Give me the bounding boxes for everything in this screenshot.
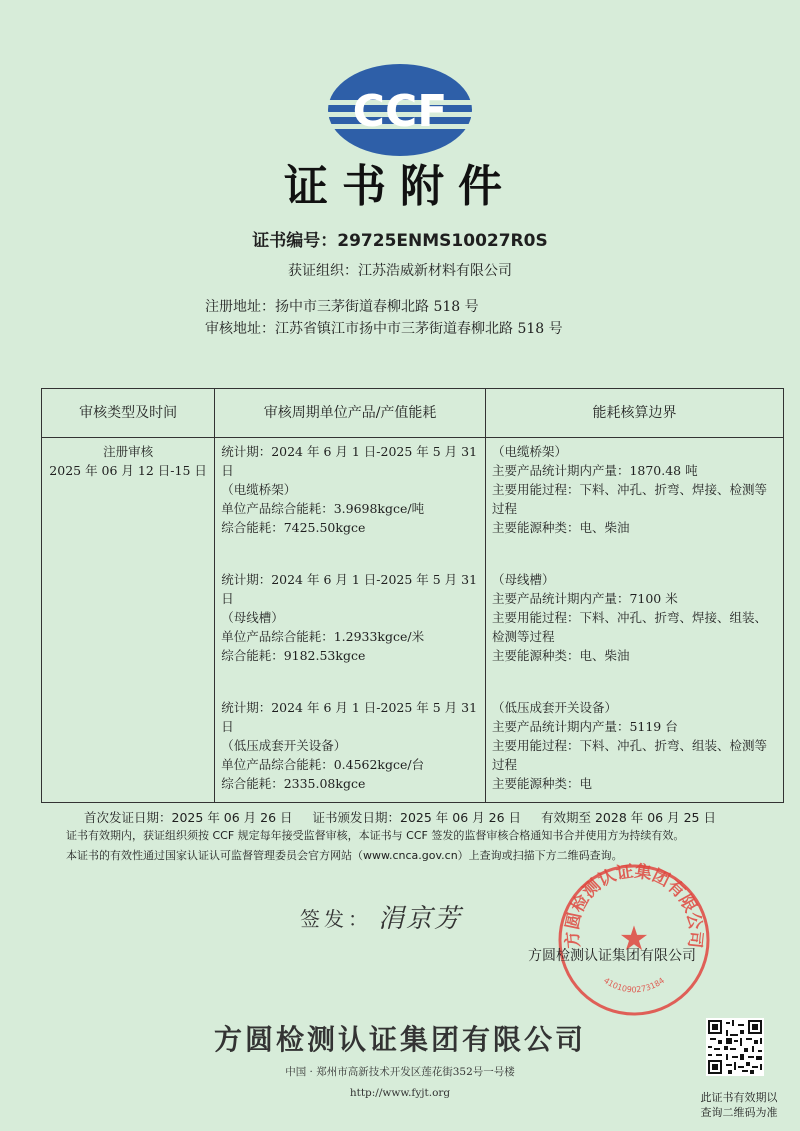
header-audit-type: 审核类型及时间 — [42, 389, 215, 438]
boundary-product: （母线槽） — [491, 572, 555, 587]
consumption-block — [221, 570, 479, 698]
sign-label: 签发： — [300, 907, 372, 931]
qr-note — [684, 1090, 794, 1120]
boundary-product: （低压成套开关设备） — [491, 700, 617, 715]
validity-note: 证书有效期内，获证组织须按 CCF 规定每年接受监督审核，本证书与 CCF 签发的监督审核合格通知书合并使用方为持续有效。 — [66, 829, 685, 842]
boundary-block — [492, 698, 777, 798]
footer-address: 中国 · 郑州市高新技术开发区莲花街352号一号楼 — [285, 1066, 515, 1078]
product-name: （低压成套开关设备） — [221, 738, 347, 753]
seal-number: 4101090273184 — [601, 975, 667, 995]
footer-company-name: 方圆检测认证集团有限公司 — [213, 1023, 586, 1056]
product-name: （电缆桥架） — [221, 482, 297, 497]
boundary-product: （电缆桥架） — [491, 444, 567, 459]
total-consumption: 综合能耗：7425.50kgce — [221, 520, 366, 535]
audit-type: 注册审核 — [103, 444, 154, 459]
footer-url: http://www.fyjt.org — [349, 1087, 451, 1099]
boundary-block — [492, 570, 777, 698]
official-seal — [556, 862, 712, 1018]
svg-text:★: ★ — [618, 919, 650, 959]
qr-code-icon — [706, 1018, 764, 1076]
consumption-block — [221, 442, 479, 570]
consumption-block — [221, 698, 479, 798]
registered-address: 注册地址：扬中市三茅街道春柳北路 518 号 — [205, 299, 479, 315]
boundary-block — [492, 442, 777, 570]
stat-period: 统计期：2024 年 6 月 1 日-2025 年 5 月 31 日 — [221, 572, 478, 606]
product-output: 主要产品统计期内产量：5119 台 — [491, 719, 678, 734]
qr-note-line: 查询二维码为准 — [700, 1106, 778, 1119]
signature: 涓京芳 — [378, 904, 463, 934]
product-output: 主要产品统计期内产量：1870.48 吨 — [491, 463, 698, 478]
certified-organization: 获证组织：江苏浩威新材料有限公司 — [288, 263, 512, 279]
product-name: （母线槽） — [221, 610, 284, 625]
energy-type: 主要能源种类：电 — [491, 776, 592, 791]
unit-consumption: 单位产品综合能耗：1.2933kgce/米 — [221, 629, 425, 644]
table-header-row — [42, 389, 784, 438]
energy-type: 主要能源种类：电、柴油 — [491, 648, 630, 663]
total-consumption: 综合能耗：2335.08kgce — [221, 776, 366, 791]
audit-table — [41, 388, 784, 803]
stat-period: 统计期：2024 年 6 月 1 日-2025 年 5 月 31 日 — [221, 700, 478, 734]
audit-date: 2025 年 06 月 12 日-15 日 — [49, 463, 207, 478]
unit-consumption: 单位产品综合能耗：0.4562kgce/台 — [221, 757, 425, 772]
issue-date: 证书颁发日期：2025 年 06 月 26 日 — [312, 810, 522, 825]
energy-type: 主要能源种类：电、柴油 — [491, 520, 630, 535]
energy-process: 主要用能过程：下料、冲孔、折弯、组装、检测等过程 — [491, 738, 767, 772]
table-body-row — [42, 438, 784, 803]
certificate-number: 证书编号：29725ENMS10027R0S — [252, 231, 548, 251]
ccf-logo — [325, 60, 475, 160]
energy-process: 主要用能过程：下料、冲孔、折弯、焊接、组装、检测等过程 — [491, 610, 767, 644]
product-output: 主要产品统计期内产量：7100 米 — [491, 591, 678, 606]
total-consumption: 综合能耗：9182.53kgce — [221, 648, 366, 663]
issuer-name: 方圆检测认证集团有限公司 — [528, 948, 696, 964]
verification-note: 本证书的有效性通过国家认证认可监督管理委员会官方网站（www.cnca.gov.cn）上查询或扫描下方二维码查询。 — [66, 849, 623, 862]
energy-process: 主要用能过程：下料、冲孔、折弯、焊接、检测等过程 — [491, 482, 767, 516]
certificate-dates — [0, 808, 800, 826]
logo-text: CCF — [352, 86, 448, 137]
expiry-date: 有效期至 2028 年 06 月 25 日 — [541, 810, 716, 825]
document-title: 证书附件 — [284, 161, 516, 212]
first-issue-date: 首次发证日期：2025 年 06 月 26 日 — [84, 810, 293, 825]
audit-address: 审核地址：江苏省镇江市扬中市三茅街道春柳北路 518 号 — [205, 321, 563, 337]
header-boundary: 能耗核算边界 — [485, 389, 783, 438]
header-consumption: 审核周期单位产品/产值能耗 — [215, 389, 486, 438]
svg-text:4101090273184 — [602, 976, 666, 994]
unit-consumption: 单位产品综合能耗：3.9698kgce/吨 — [221, 501, 425, 516]
stat-period: 统计期：2024 年 6 月 1 日-2025 年 5 月 31 日 — [221, 444, 478, 478]
qr-note-line: 此证书有效期以 — [700, 1091, 778, 1104]
seal-text: 方圆检测认证集团有限公司 — [562, 862, 706, 950]
